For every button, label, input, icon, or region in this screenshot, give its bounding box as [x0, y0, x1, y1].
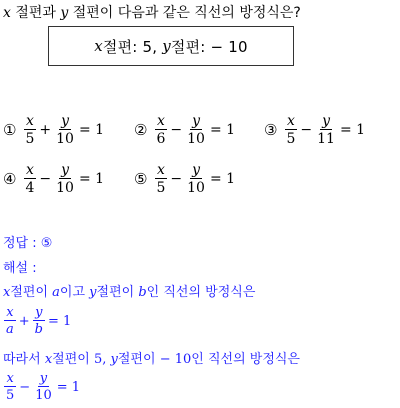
fraction: $\frac{x}{a}$ — [6, 305, 14, 337]
choice-4[interactable] — [3, 163, 106, 195]
choice-1[interactable] — [3, 114, 106, 146]
condition-x-intercept: 절편: 5, — [102, 37, 158, 56]
fraction: $\frac{x}{5}$ — [6, 371, 15, 403]
operator: − — [170, 122, 183, 138]
equals-one: = 1 — [48, 313, 72, 329]
question-text — [3, 2, 301, 22]
fraction: $\frac{x}{6}$ — [156, 113, 166, 147]
condition-box — [48, 26, 294, 66]
equals-one: = 1 — [78, 122, 105, 138]
condition-var-y: y — [162, 37, 171, 55]
explanation-line-1: x절편이 a이고 y절편이 b인 직선의 방정식은 — [3, 285, 256, 300]
operator: − — [170, 171, 183, 187]
question-part-2: 절편이 다음과 같은 직선의 방정식은? — [68, 5, 301, 21]
fraction: $\frac{y}{10}$ — [56, 162, 74, 196]
question-part-1: 절편과 — [10, 5, 61, 21]
fraction: $\frac{x}{5}$ — [156, 162, 166, 196]
explanation-line-2: 따라서 x절편이 5, y절편이 − 10인 직선의 방정식은 — [3, 352, 300, 367]
choice-marker: ④ — [3, 170, 17, 188]
equals-one: = 1 — [209, 171, 236, 187]
fraction: $\frac{x}{4}$ — [25, 162, 35, 196]
choice-5[interactable] — [134, 163, 237, 195]
choice-3[interactable] — [264, 114, 367, 146]
equals-one: = 1 — [56, 379, 81, 395]
answer-label: 정답 : ⑤ — [3, 236, 53, 251]
fraction: $\frac{y}{10}$ — [56, 113, 74, 147]
operator: + — [39, 122, 52, 138]
fraction: $\frac{y}{10}$ — [35, 371, 52, 403]
equals-one: = 1 — [78, 171, 105, 187]
explanation-formula-2 — [3, 372, 82, 402]
choice-2[interactable] — [134, 114, 237, 146]
fraction: $\frac{x}{5}$ — [25, 113, 35, 147]
operator: − — [19, 379, 31, 395]
equals-one: = 1 — [209, 122, 236, 138]
operator: − — [300, 122, 313, 138]
choice-marker: ② — [134, 121, 148, 139]
operator: + — [18, 313, 30, 329]
fraction: $\frac{y}{b}$ — [34, 305, 43, 337]
question-var-x: x — [3, 5, 11, 21]
choice-marker: ③ — [264, 121, 278, 139]
fraction: $\frac{x}{5}$ — [286, 113, 296, 147]
equals-one: = 1 — [339, 122, 366, 138]
fraction: $\frac{y}{11}$ — [317, 113, 335, 147]
operator: − — [39, 171, 52, 187]
fraction: $\frac{y}{10}$ — [187, 113, 205, 147]
fraction: $\frac{y}{10}$ — [187, 162, 205, 196]
question-var-y: y — [60, 5, 69, 21]
choice-marker: ⑤ — [134, 170, 148, 188]
explanation-formula-1 — [3, 306, 73, 336]
explanation-label: 해설 : — [3, 261, 37, 276]
condition-y-intercept: 절편: − 10 — [170, 37, 248, 56]
choice-marker: ① — [3, 121, 17, 139]
condition-var-x: x — [94, 37, 103, 55]
